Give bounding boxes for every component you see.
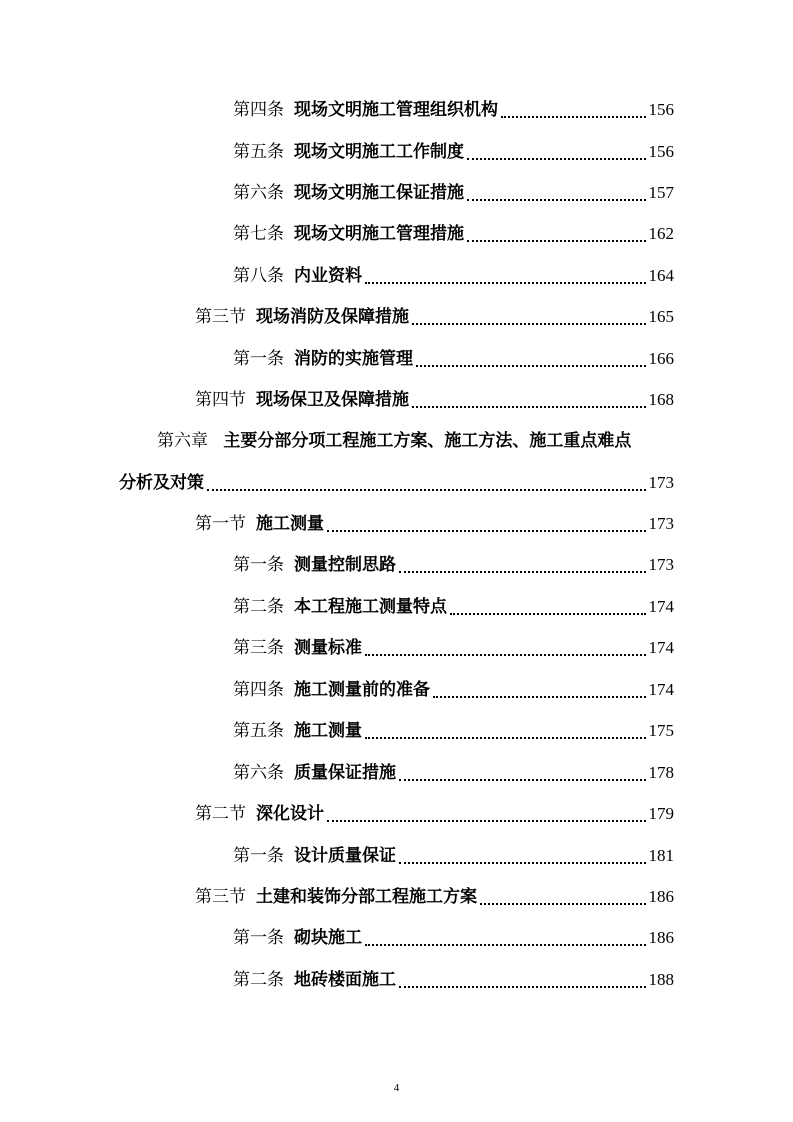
- toc-entry: [0, 633, 793, 663]
- footer-page-number: 4: [393, 1082, 400, 1094]
- toc-entry: [0, 923, 793, 953]
- toc-page-number: 168: [648, 390, 674, 409]
- toc-title: 内业资料: [294, 266, 362, 286]
- dot-leader: [399, 862, 646, 864]
- toc-number: 第三条: [233, 638, 284, 658]
- dot-leader: [399, 779, 646, 781]
- toc-number: 第六条: [233, 183, 284, 203]
- toc-page-number: 173: [648, 473, 674, 492]
- toc-number: 第一条: [233, 846, 284, 866]
- toc-number: 第一条: [233, 349, 284, 369]
- toc-number: 第八条: [233, 266, 284, 286]
- toc-title: 现场文明施工管理组织机构: [294, 100, 498, 120]
- toc-title: 现场消防及保障措施: [256, 307, 409, 327]
- toc-number: 第二节: [195, 804, 246, 824]
- toc-number: 第三节: [195, 887, 246, 907]
- toc-page-number: 174: [648, 597, 674, 616]
- toc-number: 第一节: [195, 514, 246, 534]
- toc-title-continuation: 分析及对策: [119, 473, 204, 493]
- toc-number: 第二条: [233, 597, 284, 617]
- toc-page-number: 174: [648, 680, 674, 699]
- toc-entry: [0, 965, 793, 995]
- toc-title: 现场文明施工管理措施: [294, 224, 464, 244]
- toc-number: 第四节: [195, 390, 246, 410]
- toc-page-number: 166: [648, 349, 674, 368]
- toc-page-number: 156: [648, 100, 674, 119]
- toc-entry: [0, 592, 793, 622]
- toc-page-number: 178: [648, 763, 674, 782]
- toc-entry: [0, 261, 793, 291]
- toc-title: 施工测量前的准备: [294, 680, 430, 700]
- toc-entry: [0, 178, 793, 208]
- toc-entry: [0, 137, 793, 167]
- toc-page-number: 186: [648, 887, 674, 906]
- dot-leader: [399, 571, 646, 573]
- toc-entry: [0, 344, 793, 374]
- toc-number: 第二条: [233, 970, 284, 990]
- toc-number: 第七条: [233, 224, 284, 244]
- toc-number: 第四条: [233, 100, 284, 120]
- toc-number: 第一条: [233, 928, 284, 948]
- toc-page-number: 156: [648, 142, 674, 161]
- toc-page-number: 157: [648, 183, 674, 202]
- toc-title: 消防的实施管理: [294, 349, 413, 369]
- toc-title: 土建和装饰分部工程施工方案: [256, 887, 477, 907]
- dot-leader: [467, 240, 646, 242]
- dot-leader: [365, 654, 646, 656]
- dot-leader: [467, 158, 646, 160]
- dot-leader: [480, 903, 646, 905]
- toc-entry: [0, 468, 793, 498]
- toc-entry: [0, 95, 793, 125]
- toc-title: 施工测量: [256, 514, 324, 534]
- toc-title: 质量保证措施: [294, 763, 396, 783]
- dot-leader: [327, 820, 646, 822]
- toc-entry: [0, 675, 793, 705]
- toc-number: 第一条: [233, 555, 284, 575]
- toc-number: 第五条: [233, 721, 284, 741]
- toc-entry: [0, 758, 793, 788]
- toc-number: 第四条: [233, 680, 284, 700]
- toc-entry: [0, 882, 793, 912]
- toc-number: 第三节: [195, 307, 246, 327]
- toc-page-number: 174: [648, 638, 674, 657]
- dot-leader: [365, 944, 646, 946]
- dot-leader: [501, 116, 646, 118]
- toc-title: 主要分部分项工程施工方案、施工方法、施工重点难点: [223, 431, 632, 451]
- toc-title: 本工程施工测量特点: [294, 597, 447, 617]
- dot-leader: [433, 696, 646, 698]
- toc-page-number: 179: [648, 804, 674, 823]
- toc-entry: [0, 550, 793, 580]
- toc-number: 第五条: [233, 142, 284, 162]
- toc-entry: [0, 841, 793, 871]
- toc-entry: [0, 302, 793, 332]
- dot-leader: [399, 986, 646, 988]
- toc-entry: [0, 219, 793, 249]
- toc-page-number: 164: [648, 266, 674, 285]
- toc-title: 地砖楼面施工: [294, 970, 396, 990]
- toc-number: 第六章: [157, 431, 208, 451]
- dot-leader: [412, 323, 646, 325]
- dot-leader: [365, 282, 646, 284]
- toc-entry: [0, 716, 793, 746]
- dot-leader: [450, 613, 646, 615]
- toc-page-number: 162: [648, 224, 674, 243]
- toc-page-number: 165: [648, 307, 674, 326]
- toc-page-number: 173: [648, 555, 674, 574]
- toc-title: 现场文明施工保证措施: [294, 183, 464, 203]
- toc-number: 第六条: [233, 763, 284, 783]
- toc-title: 测量控制思路: [294, 555, 396, 575]
- toc-title: 砌块施工: [294, 928, 362, 948]
- dot-leader: [412, 406, 646, 408]
- toc-title: 测量标准: [294, 638, 362, 658]
- toc-title: 施工测量: [294, 721, 362, 741]
- toc-page-number: 188: [648, 970, 674, 989]
- dot-leader: [365, 737, 646, 739]
- toc-title: 现场保卫及保障措施: [256, 390, 409, 410]
- toc-entry: [0, 509, 793, 539]
- toc-entry: [0, 799, 793, 829]
- toc-chapter-heading: [157, 426, 631, 456]
- toc-title: 设计质量保证: [294, 846, 396, 866]
- toc-title: 深化设计: [256, 804, 324, 824]
- toc-page-number: 175: [648, 721, 674, 740]
- dot-leader: [467, 199, 646, 201]
- dot-leader: [327, 530, 646, 532]
- toc-page-number: 186: [648, 928, 674, 947]
- toc-title: 现场文明施工工作制度: [294, 142, 464, 162]
- toc-page-number: 173: [648, 514, 674, 533]
- toc-page-number: 181: [648, 846, 674, 865]
- toc-entry: [0, 385, 793, 415]
- dot-leader: [207, 489, 646, 491]
- dot-leader: [416, 365, 646, 367]
